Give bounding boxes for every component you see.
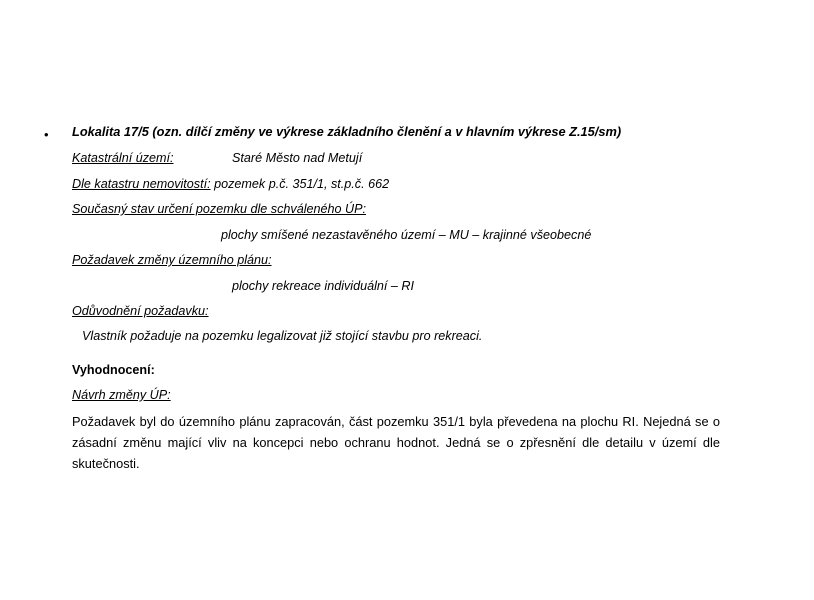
justification-label: Odůvodnění požadavku: [72,304,209,318]
proposal-paragraph: Požadavek byl do územního plánu zapracován, část pozemku 351/1 byla převedena na plochu RI. Nejedná se o zásadní změnu mající vliv na koncepci nebo ochranu hodnot. Jedná se o zpřesnění dle detailu v území dle skutečnosti. [72,414,720,471]
requested-change-value: plochy rekreace individuální – RI [232,279,415,293]
land-registry-row [72,176,389,192]
justification-value: Vlastník požaduje na pozemku legalizovat již stojící stavbu pro rekreaci. [82,329,483,343]
proposal-label: Návrh změny ÚP: [72,388,171,402]
current-state-label: Současný stav určení pozemku dle schváleného ÚP: [72,202,367,216]
cadastral-area-label: Katastrální území: [72,151,174,165]
evaluation-heading: Vyhodnocení: [72,363,155,377]
land-registry-label: Dle katastru nemovitostí: [72,177,211,191]
cadastral-area-value: Staré Město nad Metují [232,151,363,165]
current-state-value: plochy smíšené nezastavěného území – MU – krajinné všeobecné [221,228,592,242]
bullet-point: • [44,127,49,142]
locality-heading: Lokalita 17/5 (ozn. dílčí změny ve výkrese základního členění a v hlavním výkrese Z.15/sm) [72,124,622,139]
land-registry-value: pozemek p.č. 351/1, st.p.č. 662 [210,177,390,191]
requested-change-label: Požadavek změny územního plánu: [72,253,272,267]
